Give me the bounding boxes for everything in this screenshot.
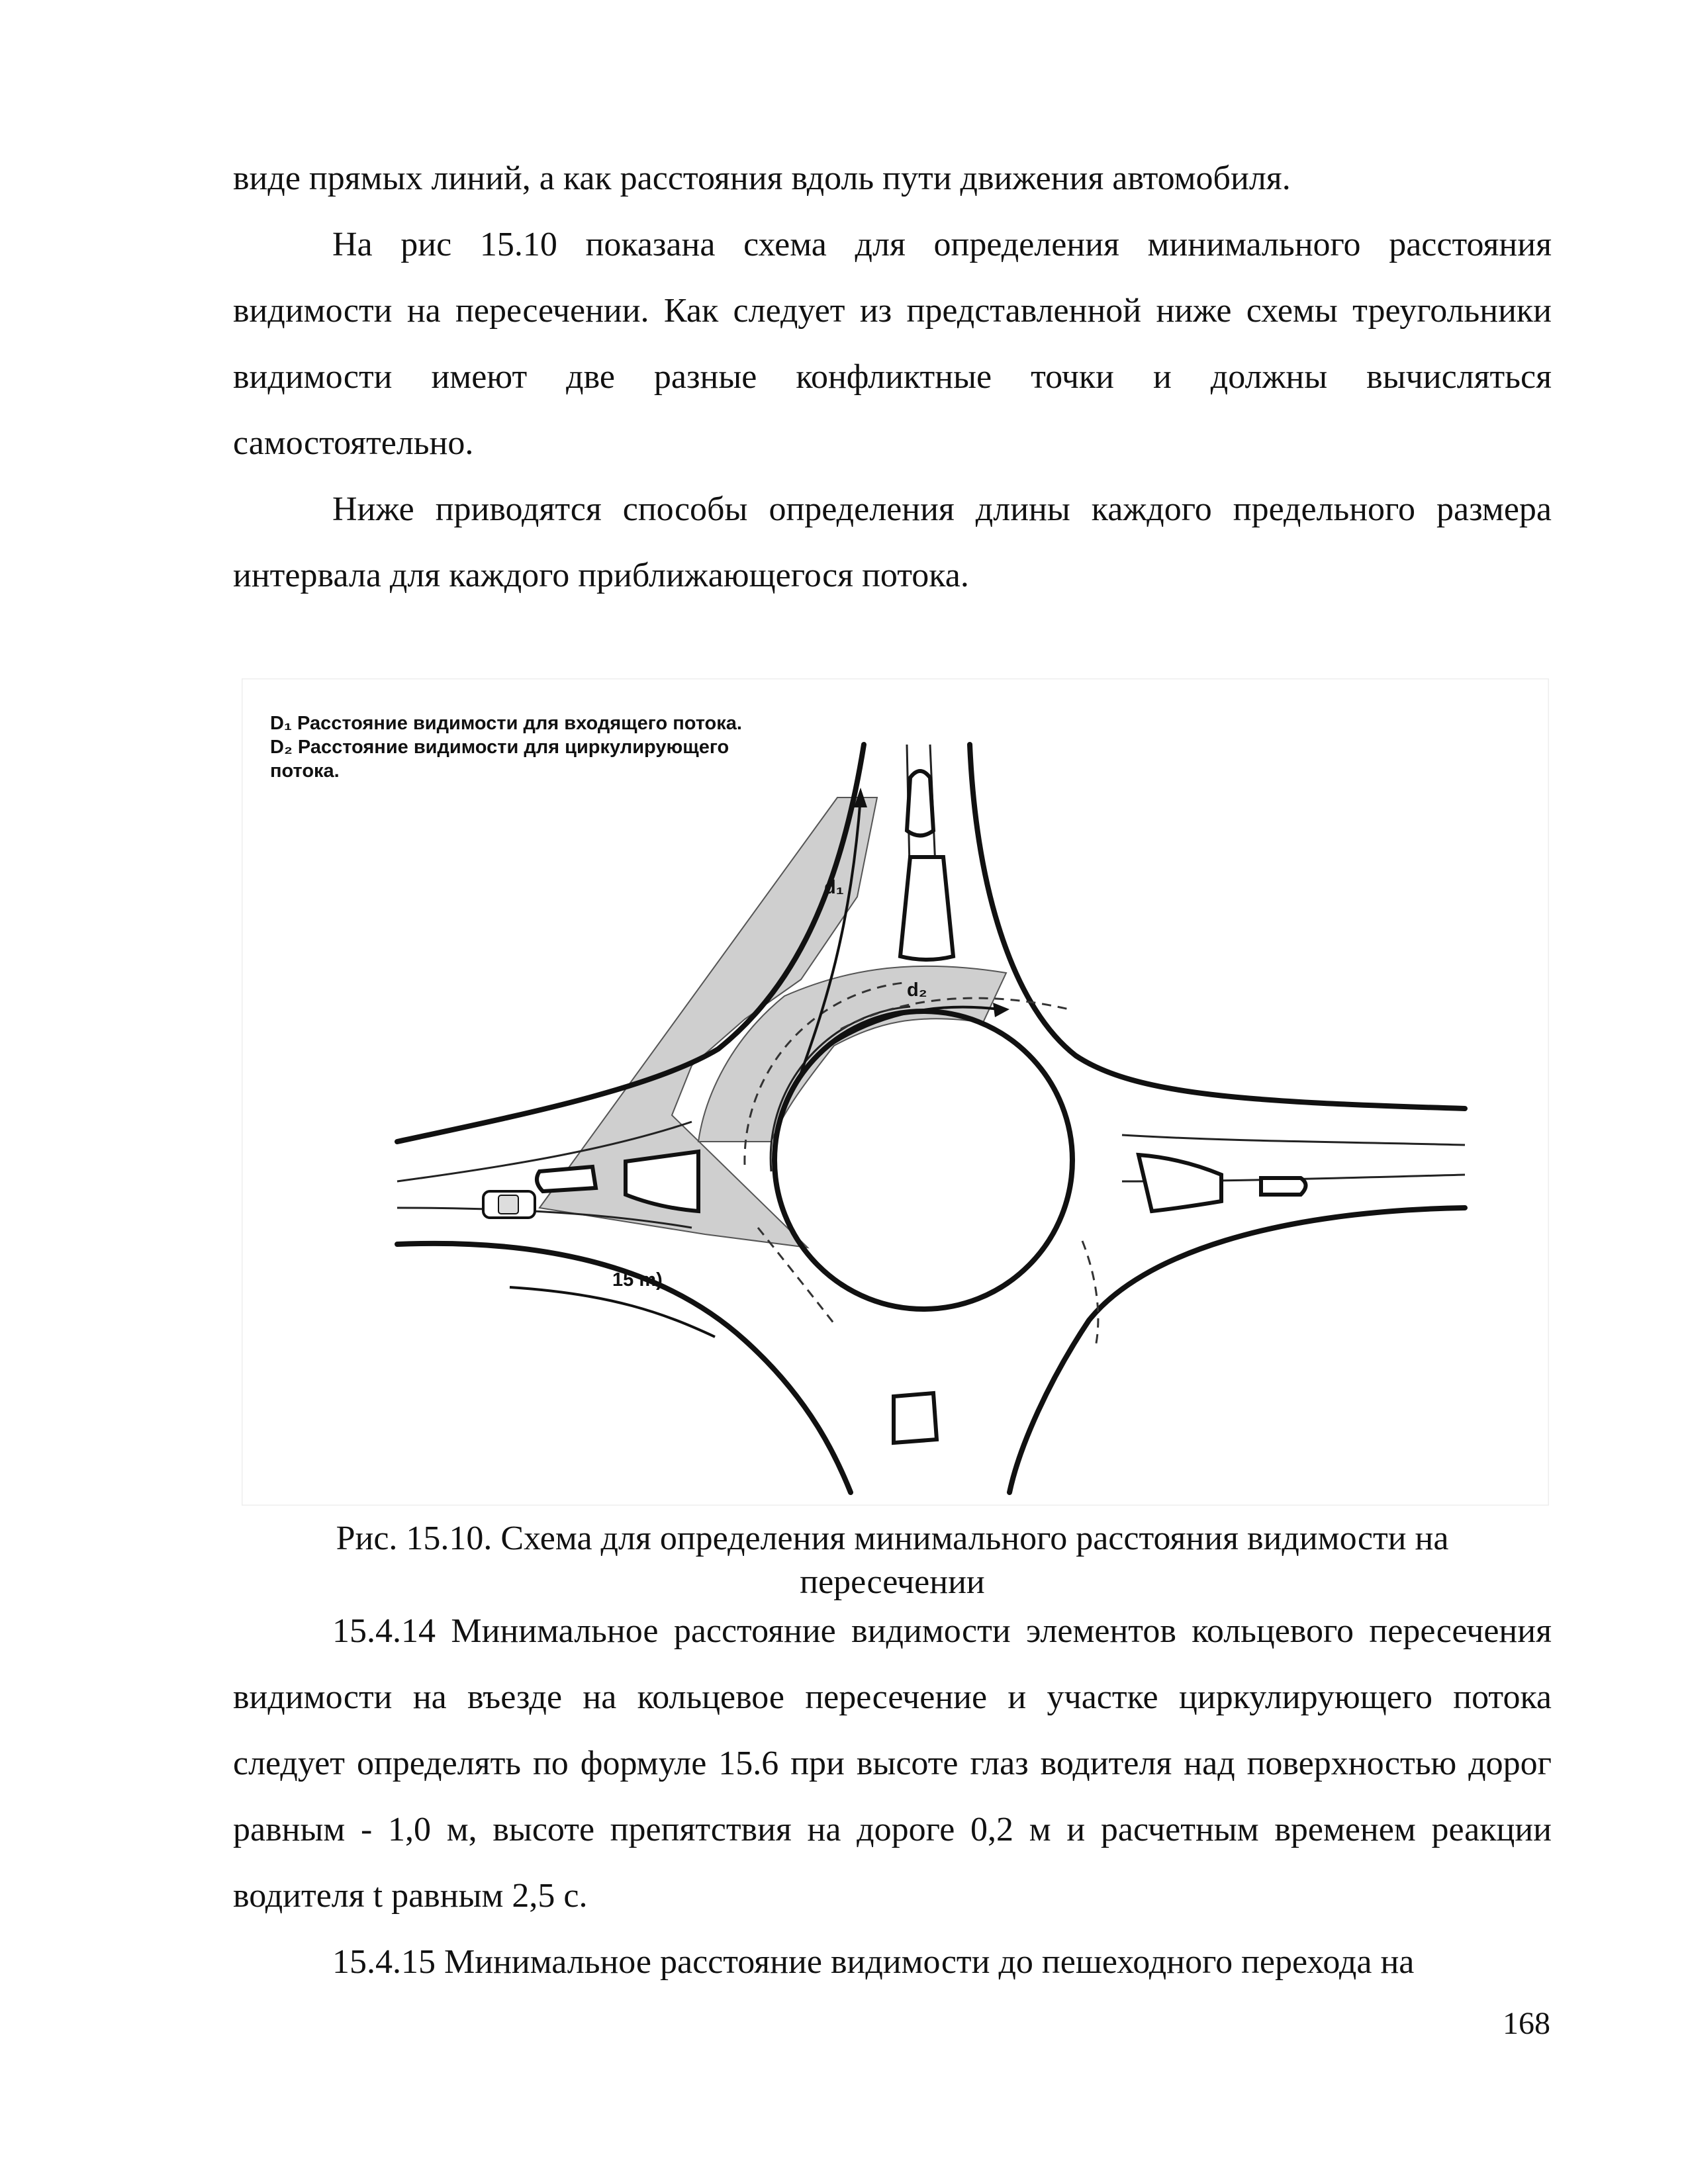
paragraph-15-4-14: 15.4.14 Минимальное расстояние видимости элементов кольцевого пересечения видимости на въезде на кольцевое пересечение и участке циркулирующего потока следует определять по формуле 15.6 при высоте глаз водителя над поверхностью дорог равным - 1,0 м, высоте препятствия на дороге 0,2 м и расчетным временем реакции водителя t равным 2,5 с.	[233, 1612, 1552, 1915]
label-d2: d₂	[907, 979, 927, 1001]
roundabout-figure	[242, 678, 1549, 1506]
caption-line-2: пересечении	[800, 1563, 985, 1601]
label-d1: d₁	[824, 877, 844, 898]
figure-frame	[242, 678, 1549, 1506]
text-top	[233, 146, 1552, 609]
paragraph-methods: Ниже приводятся способы определения длины каждого предельного размера интервала для каждого приближающегося потока.	[233, 490, 1552, 594]
label-distance: 15 m)	[612, 1269, 663, 1291]
caption-line-1: Рис. 15.10. Схема для определения минимального расстояния видимости на	[336, 1520, 1449, 1557]
car-icon	[483, 1191, 535, 1218]
legend-line-3: потока.	[270, 760, 340, 782]
page-number: 168	[1503, 2006, 1550, 2041]
paragraph-figure-intro: На рис 15.10 показана схема для определения минимального расстояния видимости на пересечении. Как следует из представленной ниже схемы треугольники видимости имеют две разные конфликтные точки и должны вычисляться самостоятельно.	[233, 226, 1552, 462]
legend-line-1: D₁ Расстояние видимости для входящего потока.	[270, 713, 742, 734]
paragraph-continuation: виде прямых линий, а как расстояния вдоль пути движения автомобиля.	[233, 159, 1291, 197]
splitter-island-west-small	[537, 1167, 596, 1191]
legend-line-2: D₂ Расстояние видимости для циркулирующего	[270, 737, 729, 758]
splitter-island-north-small	[907, 771, 933, 836]
text-bottom	[233, 1598, 1552, 1995]
splitter-island-north	[900, 857, 953, 960]
paragraph-15-4-15: 15.4.15 Минимальное расстояние видимости до пешеходного перехода на	[332, 1943, 1415, 1981]
splitter-island-east-small	[1261, 1178, 1306, 1195]
figure-caption	[233, 1517, 1552, 1604]
roundabout-diagram	[242, 678, 1549, 1506]
splitter-island-south	[894, 1393, 937, 1443]
